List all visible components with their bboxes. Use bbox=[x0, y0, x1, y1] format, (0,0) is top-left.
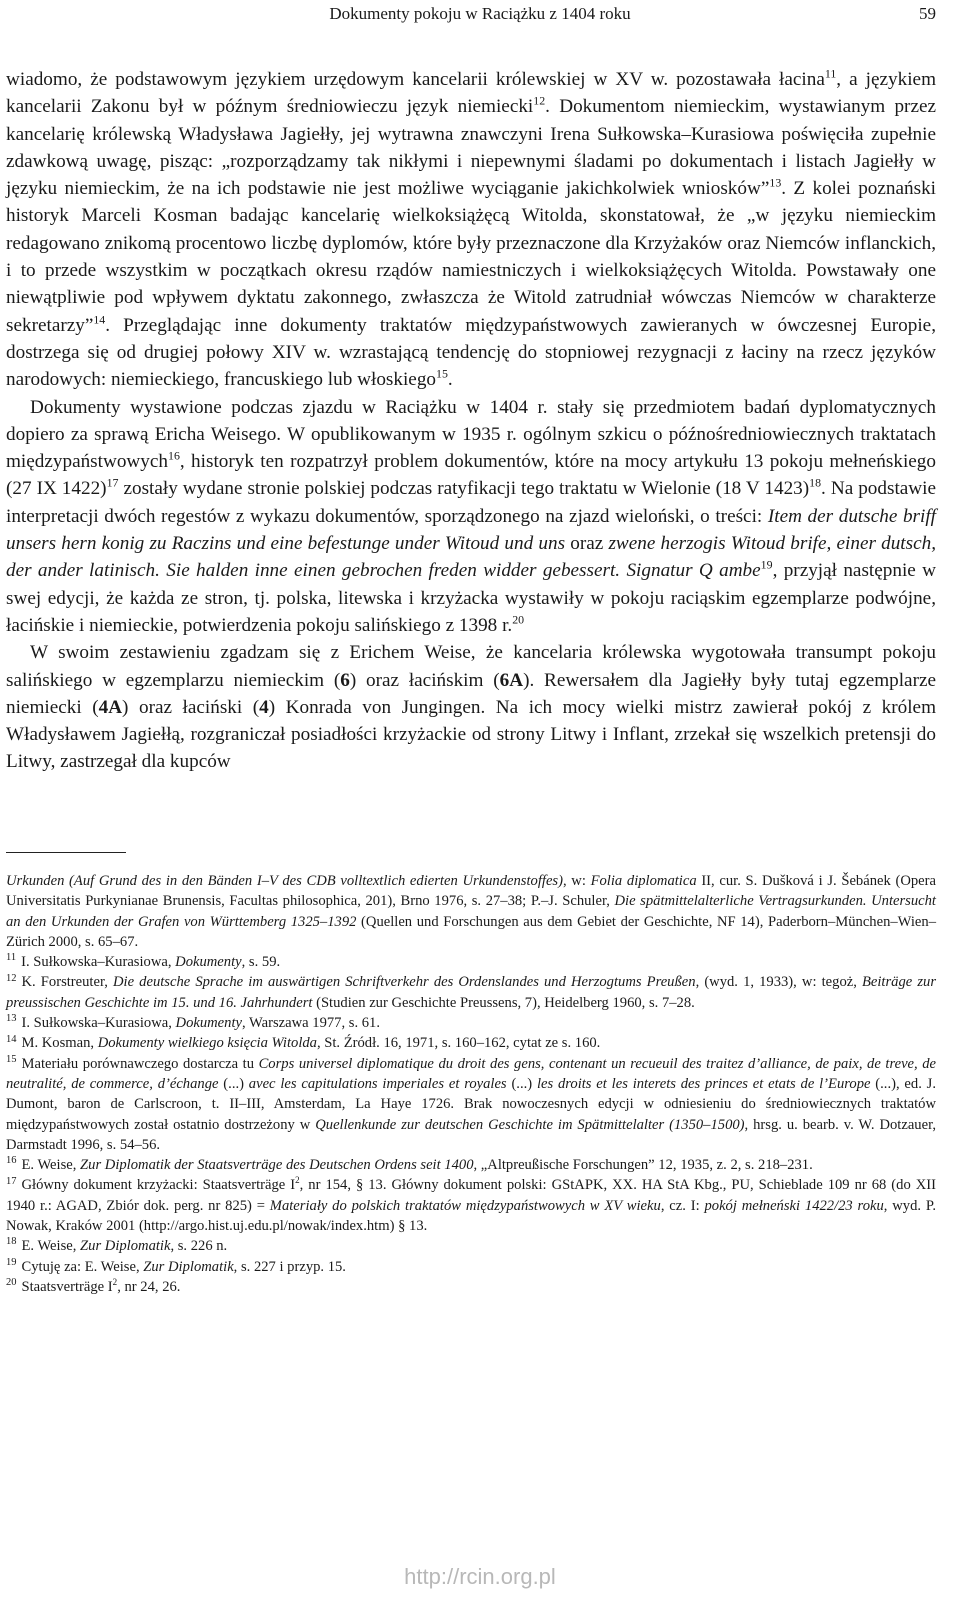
running-title: Dokumenty pokoju w Raciążku z 1404 roku bbox=[329, 4, 631, 23]
text-run: (Quellen und Forschungen aus dem Gebiet der Geschichte, NF 14), Paderborn–München–Wien–Zürich 2000, s. 65–67. bbox=[6, 913, 936, 950]
title-italic: Zur Diplomatik bbox=[143, 1258, 234, 1275]
paragraph-3 bbox=[6, 639, 936, 775]
footnote-number: 20 bbox=[6, 1277, 17, 1289]
document-number: 4 bbox=[259, 696, 269, 718]
text-run: zostały wydane stronie polskiej podczas ratyfikacji tego traktatu w Wielonie (18 V 1423) bbox=[118, 478, 810, 500]
footnote-ref[interactable]: 11 bbox=[824, 66, 837, 81]
title-italic: pokój mełneński 1422/23 roku bbox=[704, 1197, 884, 1214]
text-run: , „Altpreußische Forschungen” 12, 1935, z. 2, s. 218–231. bbox=[473, 1157, 813, 1174]
footnote-number: 16 bbox=[6, 1155, 17, 1167]
page-number: 59 bbox=[919, 4, 936, 23]
text-run: , przyjął następnie w swej edycji, że każda ze stron, tj. polska, litewska i krzyżacka wystawiły w pokoju raciąskim egzemplarze podwójne, łacińskie i niemieckie, potwierdzenia pokoju salińskiego z 1398 r. bbox=[6, 560, 936, 636]
text-run: Dokumenty wystawione podczas zjazdu w Raciążku w 1404 r. stały się przedmiotem badań dyplomatycznych dopiero za sprawą Ericha Weisego. W opublikowanym w 1935 r. ogólnym szkicu o późnośredniowiecznych traktatach międzypaństwowych bbox=[6, 396, 936, 473]
text-run: . Na podstawie interpretacji dwóch regestów z wykazu dokumentów, sporządzonego na zjazd wieloński, o treści: bbox=[6, 478, 936, 527]
footnote-ref[interactable]: 12 bbox=[533, 93, 546, 108]
watermark-url: http://rcin.org.pl bbox=[404, 1564, 556, 1589]
footnote-number: 19 bbox=[6, 1256, 17, 1268]
document-number: 6 bbox=[340, 669, 350, 691]
text-run: , wyd. P. Nowak, Kraków 2001 (http://argo.hist.uj.edu.pl/nowak/index.htm) § 13. bbox=[6, 1197, 937, 1235]
footnote-ref[interactable]: 19 bbox=[760, 557, 773, 572]
footnote-number: 14 bbox=[6, 1033, 17, 1045]
text-run: , cz. I: bbox=[660, 1197, 705, 1214]
title-italic: Die spätmittelalterliche Vertragsurkunden. Untersucht an den Urkunden der Grafen von Württemberg 1325–1392 bbox=[6, 893, 936, 930]
text-run: II, cur. S. Dušková i J. Šebánek (Opera Universitatis Purkynianae Brunensis, Facultas philosophica, 201), Brno 1976, s. 27–38; P.–J. Schuler, bbox=[6, 873, 936, 910]
title-italic: Materiały do polskich traktatów międzypaństwowych w XV wieku bbox=[269, 1197, 661, 1214]
title-italic: Folia diplomatica bbox=[590, 873, 697, 889]
text-run: (...) bbox=[218, 1075, 249, 1092]
footnote-ref[interactable]: 13 bbox=[769, 175, 782, 190]
footnote-number: 17 bbox=[6, 1175, 17, 1187]
text-run: ) oraz łacińskim ( bbox=[349, 669, 500, 691]
title-italic: Dokumenty bbox=[175, 1015, 242, 1032]
footnote-ref[interactable]: 14 bbox=[93, 312, 106, 327]
footnote-12 bbox=[6, 972, 936, 1013]
footnote-ref[interactable]: 15 bbox=[436, 366, 448, 381]
text-run: Główny dokument krzyżacki: Staatsverträge I bbox=[21, 1177, 296, 1194]
footnote-separator bbox=[6, 852, 126, 853]
text-run: M. Kosman, bbox=[21, 1035, 98, 1052]
text-run: ) Konrada von Jungingen. Na ich mocy wielki mistrz zawierał pokój z królem Władysławem Jagiełłą, rozgraniczał posiadłości krzyżackie od strony Litwy i Inflant, zrzekał się wszelkich pretensji do Litwy, zastrzegał dla kupców bbox=[6, 696, 937, 773]
text-run: , nr 154, § 13. Główny dokument polski: GStAPK, XX. HA StA Kbg., PU, Schieblade 109 nr 68 (do XII 1940 r.: AGAD, Zbiór dok. perg. nr 825) = bbox=[6, 1177, 936, 1214]
text-run: , Warszawa 1977, s. 61. bbox=[242, 1015, 380, 1032]
text-run: , s. 227 i przyp. 15. bbox=[233, 1258, 346, 1275]
text-run: , nr 24, 26. bbox=[117, 1278, 181, 1295]
footnote-17 bbox=[6, 1175, 936, 1236]
italic-quote: zwene herzogis Witoud brife, einer dutsch, der ander latinisch. Sie halden inne einen gebrochen freden widder gebessert. Signatur Q ambe bbox=[6, 533, 936, 582]
text-run: (Studien zur Geschichte Preussens, 7), Heidelberg 1960, s. 7–28. bbox=[312, 994, 695, 1011]
text-run: E. Weise, bbox=[21, 1157, 81, 1174]
text-run: , w: bbox=[562, 873, 591, 889]
footnote-ref[interactable]: 17 bbox=[106, 476, 119, 491]
footnote-13 bbox=[6, 1013, 936, 1033]
footnote-16 bbox=[6, 1155, 936, 1175]
footnote-ref[interactable]: 20 bbox=[512, 612, 525, 627]
superscript: 2 bbox=[295, 1175, 300, 1186]
footnote-15 bbox=[6, 1054, 936, 1155]
paragraph-1 bbox=[6, 66, 936, 394]
text-run: , St. Źródł. 16, 1971, s. 160–162, cytat ze s. 160. bbox=[316, 1035, 601, 1052]
page-header bbox=[0, 0, 960, 40]
text-run: , historyk ten rozpatrzył problem dokumentów, które na mocy artykułu 13 pokoju mełneńskiego (27 IX 1422) bbox=[6, 451, 936, 500]
text-run: , s. 226 n. bbox=[170, 1238, 228, 1255]
text-run: (...), ed. J. Dumont, baron de Carlscroon, t. II–III, Amsterdam, La Haye 1726. Brak nowoczesnych edycji w odniesieniu do średniowiecznych traktatów międzypaństwowych został ostatnio dostrzeżony w bbox=[6, 1075, 936, 1133]
title-italic: Die deutsche Sprache im auswärtigen Schriftverkehr des Ordenslandes und Herzogtums Preußen bbox=[113, 974, 696, 991]
title-italic: Zur Diplomatik der Staatsverträge des Deutschen Ordens seit 1400 bbox=[80, 1157, 474, 1174]
italic-quote: Item der dutsche briff unsers hern konig zu Raczins und eine befestunge under Witoud und uns bbox=[6, 505, 936, 555]
footnote-ref[interactable]: 16 bbox=[168, 448, 180, 463]
text-run: , a językiem kancelarii Zakonu był w późnym średniowieczu język niemiecki bbox=[6, 69, 936, 118]
paragraph-2 bbox=[6, 394, 936, 640]
text-run: oraz bbox=[565, 533, 609, 555]
text-run: . Przeglądając inne dokumenty traktatów międzypaństwowych zawieranych w ówczesnej Europie, dostrzega się od drugiej połowy XIV w. wzrastającą tendencję do stopniowej rezygnacji z łaciny na rzecz języków narodowych: niemieckiego, francuskiego lub włoskiego bbox=[6, 314, 936, 391]
text-run: (...) bbox=[506, 1075, 537, 1092]
footnote-18 bbox=[6, 1236, 936, 1256]
text-run: , hrsg. u. bearb. v. W. Dotzauer, Darmstadt 1996, s. 54–56. bbox=[6, 1116, 936, 1153]
text-run: . bbox=[447, 369, 453, 391]
text-run: Cytuję za: E. Weise, bbox=[21, 1258, 144, 1275]
footnote-14 bbox=[6, 1033, 936, 1053]
text-run: W swoim zestawieniu zgadzam się z Erichem Weise, że kancelaria królewska wygotowała transumpt pokoju salińskiego w egzemplarzu niemieckim ( bbox=[6, 642, 936, 691]
footnote-11 bbox=[6, 952, 936, 972]
title-italic: Quellenkunde zur deutschen Geschichte im Spätmittelalter (1350–1500) bbox=[315, 1116, 745, 1133]
superscript: 2 bbox=[112, 1277, 118, 1288]
text-run: ) oraz łaciński ( bbox=[122, 696, 260, 718]
footnote-ref[interactable]: 18 bbox=[809, 476, 822, 491]
text-run: Materiału porównawczego dostarcza tu bbox=[21, 1055, 259, 1072]
footnote-number: 11 bbox=[6, 952, 17, 964]
text-run: , (wyd. 1, 1933), w: tegoż, bbox=[695, 974, 862, 991]
title-italic: Zur Diplomatik bbox=[80, 1238, 171, 1255]
text-run: I. Sułkowska–Kurasiowa, bbox=[21, 954, 176, 971]
footnote-continuation bbox=[6, 871, 936, 952]
footnote-number: 15 bbox=[6, 1053, 17, 1065]
title-italic: Beiträge zur preussischen Geschichte im 15. und 16. Jahrhundert bbox=[6, 974, 936, 1011]
text-run: K. Forstreuter, bbox=[21, 974, 113, 991]
document-number: 4A bbox=[98, 696, 123, 718]
text-run: E. Weise, bbox=[21, 1238, 81, 1255]
title-italic: Urkunden (Auf Grund des in den Bänden I–V des CDB volltextlich edierten Urkundenstoffes) bbox=[6, 873, 563, 889]
footnote-number: 18 bbox=[6, 1236, 17, 1248]
text-run: ). Rewersałem dla Jagiełły były tutaj egzemplarze niemiecki ( bbox=[6, 669, 936, 718]
footnote-number: 13 bbox=[6, 1013, 17, 1025]
text-run: , s. 59. bbox=[241, 954, 281, 971]
text-run: . Z kolei poznański historyk Marceli Kosman badając kancelarię wielkoksiążęcą Witolda, skonstatował, że „w języku niemieckim redagowano znikomą procentowo liczbę dyplomów, które były przeznaczone dla Krzyżaków oraz Niemców inflanckich, i to przede wszystkim w początkach okresu rządów namiestniczych i wielkoksiążęcych Witolda. Powstawały one niewątpliwie pod wpływem dyktatu zakonnego, zwłaszcza że Witold zatrudniał wówczas Niemców w charakterze sekretarzy” bbox=[6, 178, 936, 336]
footnote-20 bbox=[6, 1277, 936, 1297]
text-run: wiadomo, że podstawowym językiem urzędowym kancelarii królewskiej w XV w. pozostawała łacina bbox=[6, 69, 825, 90]
title-italic: Dokumenty wielkiego księcia Witolda bbox=[97, 1035, 317, 1052]
footnotes bbox=[6, 871, 936, 1297]
title-italic: Dokumenty bbox=[175, 954, 242, 971]
document-number: 6A bbox=[499, 669, 524, 691]
footnote-19 bbox=[6, 1257, 936, 1277]
text-run: . Dokumentom niemieckim, wystawianym przez kancelarię królewską Władysława Jagiełły, jej wytrawna znawczyni Irena Sułkowska–Kurasiowa poświęciła zupełnie zdawkową uwagę, pisząc: „rozporządzamy tak nikłymi i niepewnymi śladami po dokumentach i listach Jagiełły w języku niemieckim, że na ich podstawie nie jest możliwe wyciąganie jakichkolwiek wniosków” bbox=[6, 96, 936, 200]
title-italic: avec les capitulations imperiales et royales bbox=[248, 1075, 507, 1092]
text-run: Staatsverträge I bbox=[21, 1278, 113, 1295]
footnote-number: 12 bbox=[6, 972, 17, 984]
title-italic: les droits et les interets des princes et etats de l’Europe bbox=[536, 1075, 871, 1092]
text-run: I. Sułkowska–Kurasiowa, bbox=[21, 1015, 176, 1032]
title-italic: Corps universel diplomatique du droit des gens, contenant un recueuil des traitez d’alliance, de paix, de treve, de neutralité, de commerce, d’échange bbox=[6, 1055, 937, 1092]
main-text bbox=[6, 66, 936, 776]
